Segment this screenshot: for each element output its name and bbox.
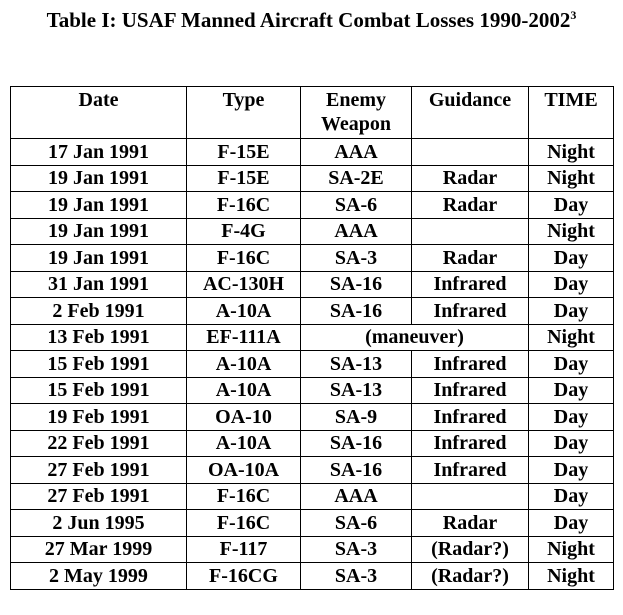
cell-time: Night <box>529 218 614 245</box>
cell-type: F-117 <box>187 536 301 563</box>
cell-guidance: Infrared <box>412 404 529 431</box>
header-time: TIME <box>529 87 614 139</box>
table-row <box>11 324 614 351</box>
cell-enemy-weapon: SA-16 <box>301 271 412 298</box>
cell-time: Night <box>529 139 614 166</box>
cell-type: F-16C <box>187 510 301 537</box>
table-row <box>11 430 614 457</box>
cell-date: 15 Feb 1991 <box>11 377 187 404</box>
cell-enemy-weapon: AAA <box>301 139 412 166</box>
table-row <box>11 510 614 537</box>
cell-type: OA-10 <box>187 404 301 431</box>
combat-losses-table <box>10 86 614 590</box>
table-row <box>11 404 614 431</box>
cell-date: 2 May 1999 <box>11 563 187 590</box>
cell-type: OA-10A <box>187 457 301 484</box>
cell-enemy-weapon: SA-9 <box>301 404 412 431</box>
table-header <box>11 87 614 139</box>
cell-type: F-16C <box>187 245 301 272</box>
cell-time: Day <box>529 298 614 325</box>
cell-guidance: Radar <box>412 510 529 537</box>
cell-date: 31 Jan 1991 <box>11 271 187 298</box>
cell-time: Day <box>529 483 614 510</box>
cell-date: 27 Feb 1991 <box>11 483 187 510</box>
cell-date: 27 Feb 1991 <box>11 457 187 484</box>
table-body <box>11 139 614 590</box>
cell-guidance: Infrared <box>412 457 529 484</box>
table-row <box>11 245 614 272</box>
table-title-text: Table I: USAF Manned Aircraft Combat Losses 1990-2002 <box>46 8 571 32</box>
cell-enemy-weapon: SA-16 <box>301 298 412 325</box>
cell-time: Night <box>529 165 614 192</box>
table-row <box>11 483 614 510</box>
cell-weapon-guidance: (maneuver) <box>301 324 529 351</box>
cell-guidance: Radar <box>412 165 529 192</box>
cell-type: F-15E <box>187 165 301 192</box>
cell-type: A-10A <box>187 377 301 404</box>
cell-date: 22 Feb 1991 <box>11 430 187 457</box>
table-row <box>11 536 614 563</box>
table-row <box>11 139 614 166</box>
header-enemy-weapon: Enemy Weapon <box>301 87 412 139</box>
cell-time: Day <box>529 351 614 378</box>
cell-time: Day <box>529 430 614 457</box>
cell-guidance: Radar <box>412 192 529 219</box>
table-row <box>11 377 614 404</box>
cell-enemy-weapon: AAA <box>301 483 412 510</box>
cell-date: 19 Jan 1991 <box>11 192 187 219</box>
cell-time: Day <box>529 245 614 272</box>
cell-enemy-weapon: SA-13 <box>301 351 412 378</box>
cell-date: 19 Jan 1991 <box>11 218 187 245</box>
cell-date: 2 Jun 1995 <box>11 510 187 537</box>
table-row <box>11 218 614 245</box>
cell-time: Day <box>529 510 614 537</box>
cell-type: F-16C <box>187 483 301 510</box>
cell-time: Day <box>529 404 614 431</box>
cell-guidance: Infrared <box>412 351 529 378</box>
table-row <box>11 563 614 590</box>
cell-guidance <box>412 218 529 245</box>
cell-enemy-weapon: SA-13 <box>301 377 412 404</box>
cell-type: A-10A <box>187 430 301 457</box>
cell-guidance: (Radar?) <box>412 563 529 590</box>
table-title <box>0 8 623 33</box>
cell-guidance: Infrared <box>412 298 529 325</box>
header-date: Date <box>11 87 187 139</box>
table-row <box>11 165 614 192</box>
cell-time: Night <box>529 324 614 351</box>
cell-enemy-weapon: SA-3 <box>301 245 412 272</box>
header-row <box>11 87 614 139</box>
cell-time: Day <box>529 377 614 404</box>
header-guidance: Guidance <box>412 87 529 139</box>
cell-date: 19 Jan 1991 <box>11 245 187 272</box>
cell-enemy-weapon: SA-16 <box>301 430 412 457</box>
cell-enemy-weapon: AAA <box>301 218 412 245</box>
cell-type: EF-111A <box>187 324 301 351</box>
cell-guidance <box>412 483 529 510</box>
cell-enemy-weapon: SA-6 <box>301 510 412 537</box>
cell-time: Day <box>529 271 614 298</box>
cell-time: Day <box>529 192 614 219</box>
cell-time: Night <box>529 563 614 590</box>
cell-enemy-weapon: SA-3 <box>301 563 412 590</box>
cell-type: A-10A <box>187 298 301 325</box>
cell-guidance <box>412 139 529 166</box>
cell-date: 15 Feb 1991 <box>11 351 187 378</box>
cell-type: F-15E <box>187 139 301 166</box>
cell-enemy-weapon: SA-2E <box>301 165 412 192</box>
table-row <box>11 192 614 219</box>
cell-enemy-weapon: SA-6 <box>301 192 412 219</box>
cell-date: 19 Feb 1991 <box>11 404 187 431</box>
cell-type: F-4G <box>187 218 301 245</box>
cell-guidance: Infrared <box>412 377 529 404</box>
cell-enemy-weapon: SA-3 <box>301 536 412 563</box>
cell-date: 2 Feb 1991 <box>11 298 187 325</box>
cell-guidance: Infrared <box>412 430 529 457</box>
header-type: Type <box>187 87 301 139</box>
cell-date: 19 Jan 1991 <box>11 165 187 192</box>
cell-date: 17 Jan 1991 <box>11 139 187 166</box>
table-row <box>11 271 614 298</box>
cell-type: AC-130H <box>187 271 301 298</box>
cell-type: F-16C <box>187 192 301 219</box>
cell-date: 13 Feb 1991 <box>11 324 187 351</box>
cell-date: 27 Mar 1999 <box>11 536 187 563</box>
table-row <box>11 351 614 378</box>
table-row <box>11 457 614 484</box>
cell-type: A-10A <box>187 351 301 378</box>
cell-time: Day <box>529 457 614 484</box>
cell-guidance: Infrared <box>412 271 529 298</box>
table-row <box>11 298 614 325</box>
cell-time: Night <box>529 536 614 563</box>
cell-guidance: Radar <box>412 245 529 272</box>
cell-type: F-16CG <box>187 563 301 590</box>
cell-guidance: (Radar?) <box>412 536 529 563</box>
cell-enemy-weapon: SA-16 <box>301 457 412 484</box>
footnote-marker: 3 <box>570 8 577 22</box>
